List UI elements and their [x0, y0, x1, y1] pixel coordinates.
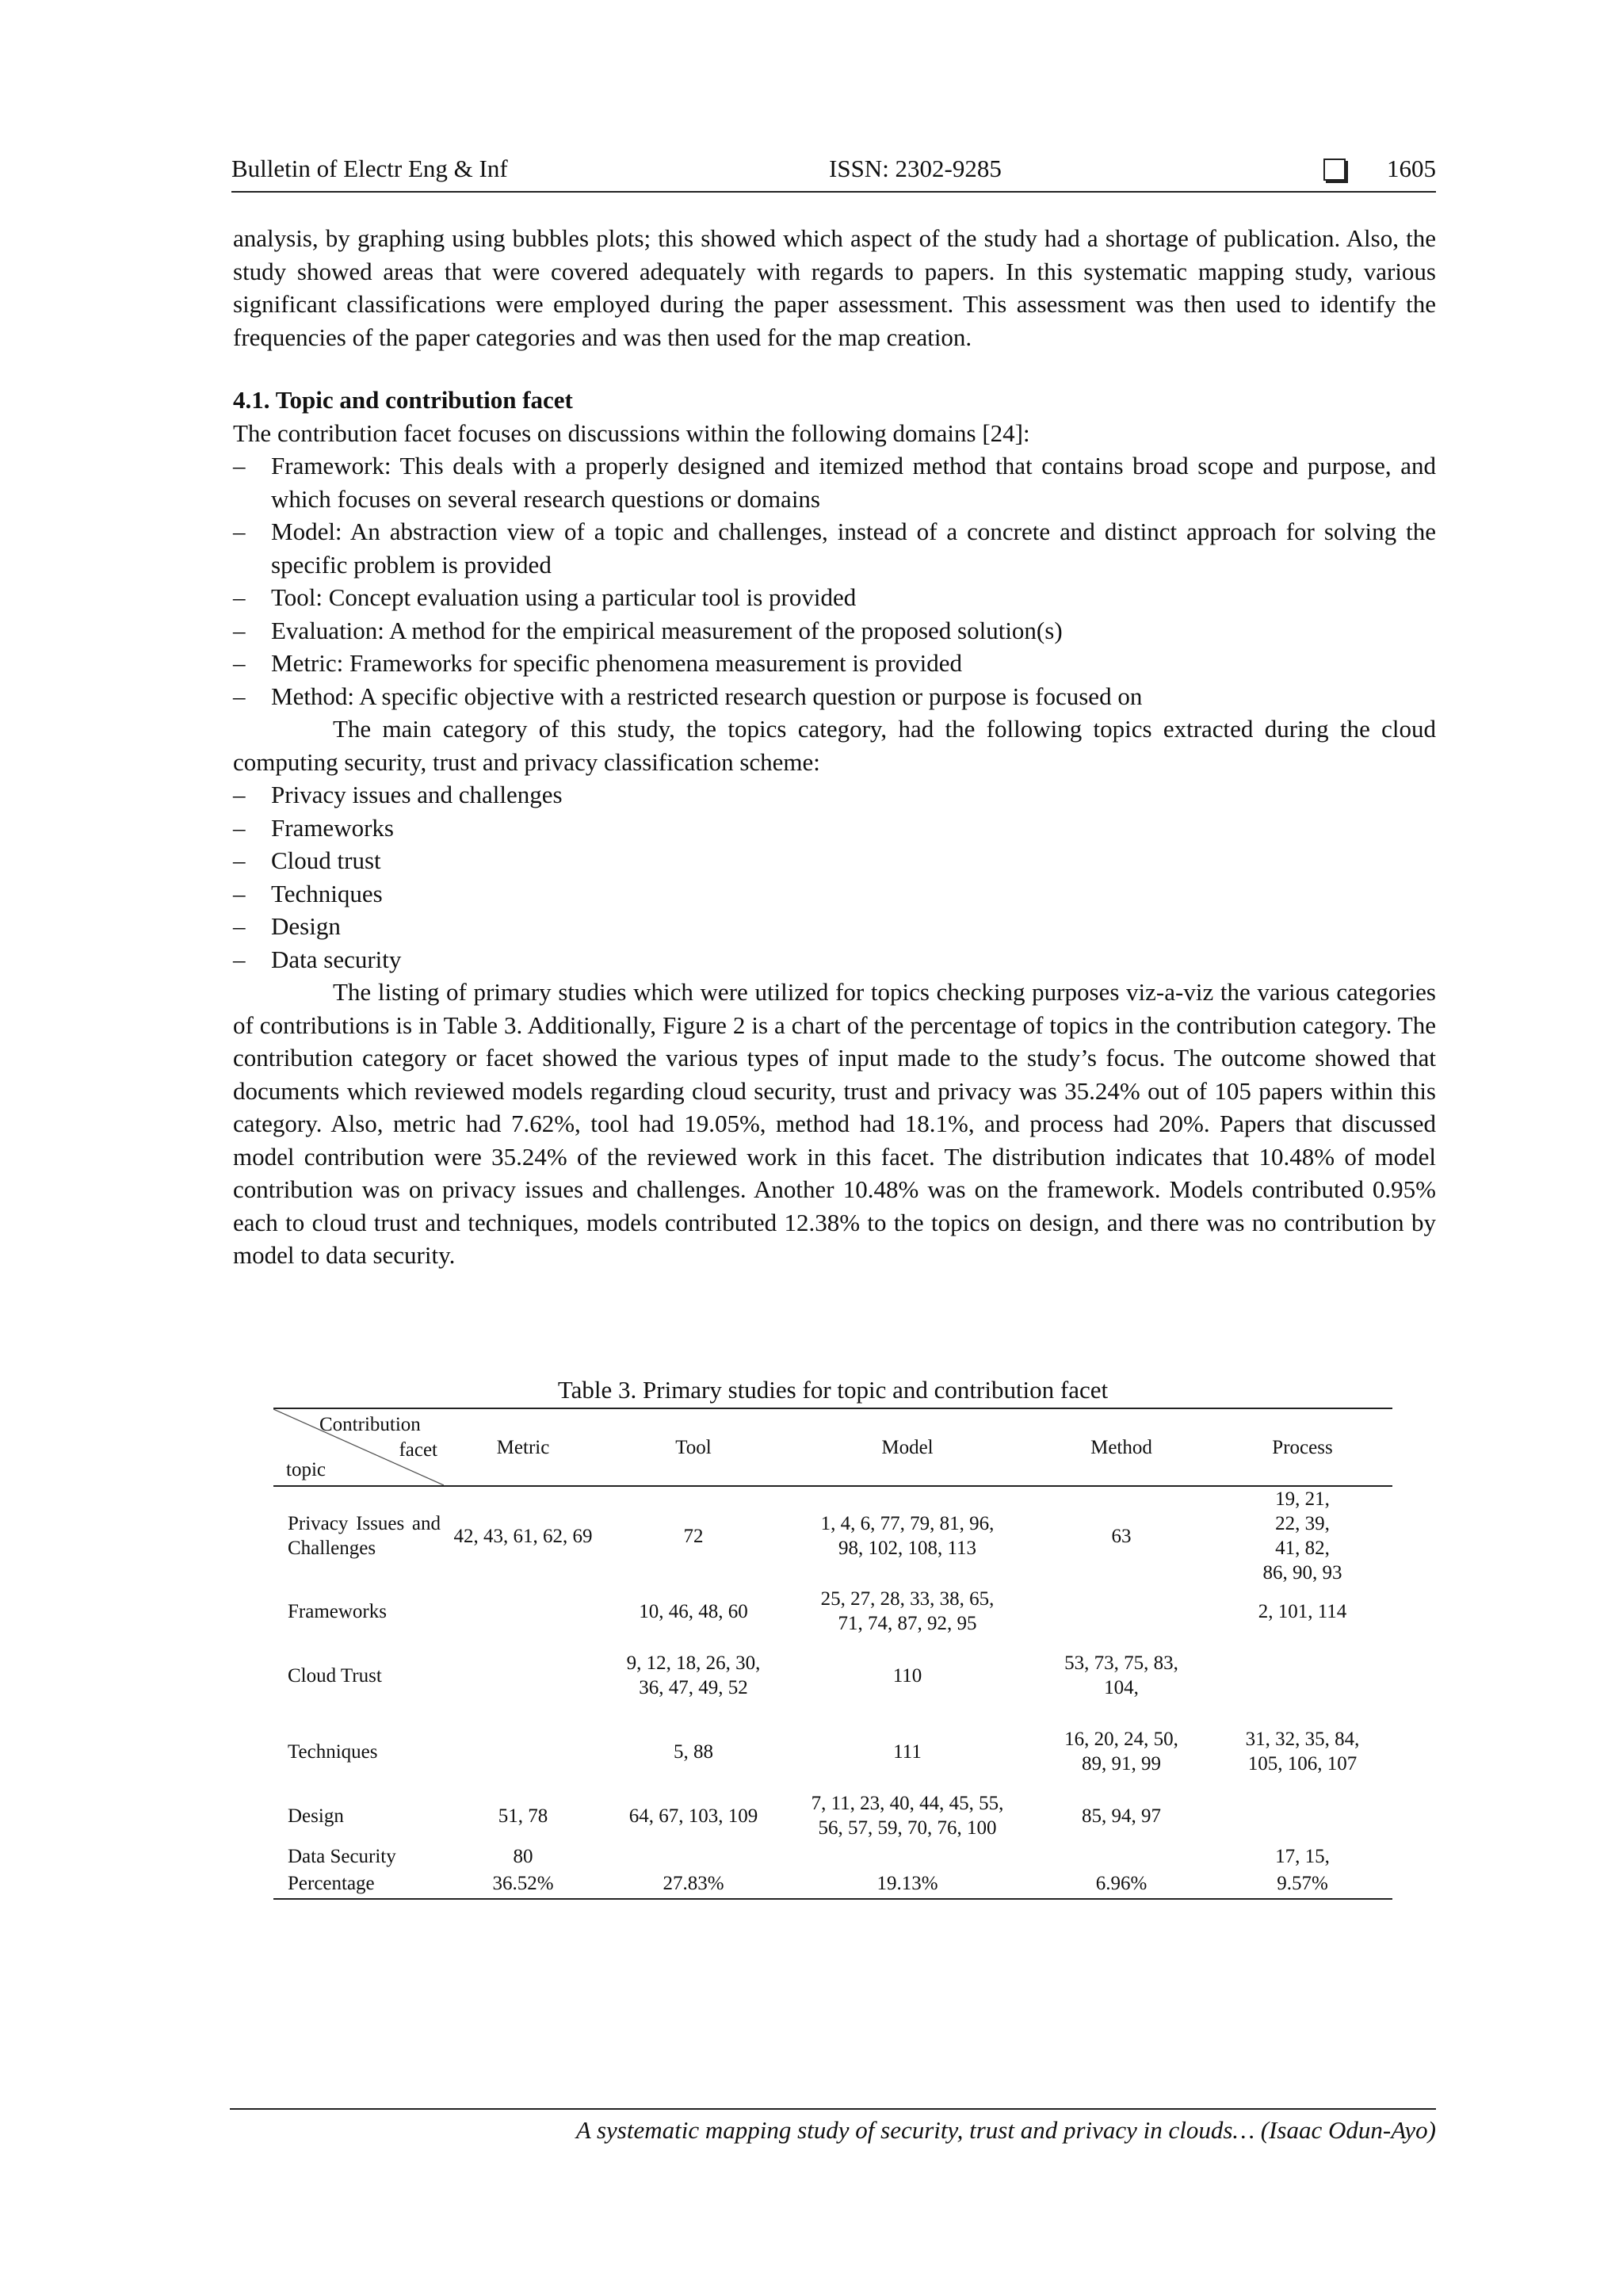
table-cell: 27.83%	[663, 1873, 724, 1894]
page-number: 1605	[1387, 155, 1436, 182]
table-cell: 42, 43, 61, 62, 69	[453, 1525, 593, 1547]
table-cell	[444, 1713, 602, 1790]
table-cell: 63	[1111, 1525, 1132, 1547]
table-3	[273, 1374, 1392, 1900]
list-item: – Frameworks	[233, 812, 1436, 845]
list-item: – Metric: Frameworks for specific phenomena measurement is provided	[233, 647, 1436, 680]
column-header-method: Method	[1030, 1408, 1212, 1486]
table-cell: 111	[893, 1740, 922, 1763]
corner-topic: topic	[286, 1459, 326, 1480]
table-cell: 80	[513, 1846, 533, 1867]
table-cell: 19, 21, 22, 39, 41, 82, 86, 90, 93	[1262, 1488, 1342, 1584]
table-cell: 19.13%	[876, 1873, 938, 1894]
table-cell: 36.52%	[492, 1873, 554, 1894]
table-cell: 5, 88	[674, 1740, 713, 1763]
running-header	[231, 155, 1436, 193]
table-cell	[602, 1842, 785, 1871]
table-caption: Table 3. Primary studies for topic and contribution facet	[557, 1376, 1109, 1404]
table-cell: 72	[683, 1525, 704, 1547]
list-item: – Method: A specific objective with a restricted research question or purpose is focused on	[233, 680, 1436, 713]
table-cell: 17, 15,	[1275, 1846, 1330, 1867]
corner-contribution: Contribution	[319, 1414, 421, 1435]
primary-studies-table	[273, 1408, 1392, 1900]
table-cell: 53, 73, 75, 83, 104,	[1064, 1652, 1178, 1698]
issn: ISSN: 2302-9285	[829, 155, 1002, 182]
row-topic: Techniques	[288, 1740, 378, 1763]
list-item: – Evaluation: A method for the empirical measurement of the proposed solution(s)	[233, 614, 1436, 648]
row-topic: Privacy Issues and Challenges	[288, 1513, 441, 1559]
table-row	[273, 1842, 1392, 1871]
article-body	[233, 222, 1436, 1272]
table-cell: 51, 78	[498, 1805, 548, 1827]
section-heading: 4.1. Topic and contribution facet	[233, 386, 573, 414]
listing-paragraph: The listing of primary studies which were utilized for topics checking purposes viz-a-viz the various categories of contributions is in Table 3. Additionally, Figure 2 is a chart of the percentage of topics in the contribution category. The contribution category or facet showed the various types of input made to the study’s focus. The outcome showed that documents which reviewed models regarding cloud security, trust and privacy was 35.24% out of 105 papers within this category. Also, metric had 7.62%, tool had 19.05%, method had 18.1%, and process had 20%. Papers that discussed model contribution were 35.24% of the reviewed work in this facet. The distribution indicates that 10.48% of model contribution was on privacy issues and challenges. Another 10.48% was on the framework. Models contributed 0.95% each to cloud trust and techniques, models contributed 12.38% to the topics on design, and there was no contribution by model to data security.	[233, 978, 1436, 1269]
intro-paragraph: analysis, by graphing using bubbles plots; this showed which aspect of the study had a shortage of publication. Also, the study showed areas that were covered adequately with regards to papers. In this systematic mapping study, various significant classifications were employed during the paper assessment. This assessment was then used to identify the frequencies of the paper categories and was then used for the map creation.	[233, 224, 1436, 351]
list-item: – Tool: Concept evaluation using a particular tool is provided	[233, 581, 1436, 614]
journal-name: Bulletin of Electr Eng & Inf	[231, 155, 508, 182]
table-cell: 9, 12, 18, 26, 30, 36, 47, 49, 52	[626, 1652, 761, 1698]
topic-list	[233, 778, 1436, 976]
row-topic: Frameworks	[288, 1600, 387, 1622]
table-cell: 9.57%	[1277, 1873, 1328, 1894]
table-cell	[1030, 1585, 1212, 1637]
table-corner-header	[273, 1408, 444, 1486]
table-cell	[444, 1637, 602, 1713]
row-topic: Data Security	[288, 1846, 396, 1867]
list-item: – Privacy issues and challenges	[233, 778, 1436, 812]
column-header-metric: Metric	[444, 1408, 602, 1486]
list-item: – Techniques	[233, 877, 1436, 911]
list-item: – Cloud trust	[233, 844, 1436, 877]
facet-intro: The contribution facet focuses on discussions within the following domains [24]:	[233, 418, 1030, 447]
table-cell: 7, 11, 23, 40, 44, 45, 55, 56, 57, 59, 70, 76, 100	[811, 1793, 1004, 1839]
list-item: – Model: An abstraction view of a topic and challenges, instead of a concrete and distinct approach for solving the specific problem is provided	[233, 515, 1436, 581]
list-item: – Data security	[233, 943, 1436, 976]
table-row	[273, 1871, 1392, 1899]
table-cell: 10, 46, 48, 60	[639, 1600, 748, 1622]
table-cell: 85, 94, 97	[1082, 1805, 1161, 1827]
table-cell	[785, 1842, 1030, 1871]
table-cell: 25, 27, 28, 33, 38, 65, 71, 74, 87, 92, 95	[820, 1588, 995, 1634]
list-item: – Design	[233, 910, 1436, 943]
column-header-model: Model	[785, 1408, 1030, 1486]
table-cell: 16, 20, 24, 50, 89, 91, 99	[1064, 1729, 1178, 1775]
table-cell: 2, 101, 114	[1258, 1600, 1347, 1622]
column-header-process: Process	[1212, 1408, 1392, 1486]
running-footer: A systematic mapping study of security, trust and privacy in clouds… (Isaac Odun-Ayo)	[230, 2108, 1436, 2145]
table-row	[273, 1790, 1392, 1842]
table-cell: 1, 4, 6, 77, 79, 81, 96, 98, 102, 108, 113	[820, 1513, 995, 1559]
table-row	[273, 1713, 1392, 1790]
facet-list	[233, 449, 1436, 712]
table-cell: 6.96%	[1095, 1873, 1148, 1894]
list-item: – Framework: This deals with a properly designed and itemized method that contains broad scope and purpose, and which focuses on several research questions or domains	[233, 449, 1436, 515]
corner-facet: facet	[399, 1439, 437, 1461]
table-row	[273, 1637, 1392, 1713]
row-topic: Cloud Trust	[288, 1664, 382, 1687]
table-cell: 64, 67, 103, 109	[628, 1805, 758, 1827]
row-topic: Design	[288, 1805, 344, 1827]
checkbox-square-icon	[1323, 159, 1346, 181]
row-topic: Percentage	[288, 1873, 375, 1894]
topics-paragraph: The main category of this study, the topics category, had the following topics extracted during the cloud computing security, trust and privacy classification scheme:	[233, 715, 1436, 776]
table-cell: 31, 32, 35, 84, 105, 106, 107	[1245, 1729, 1360, 1775]
table-cell	[444, 1585, 602, 1637]
column-header-tool: Tool	[602, 1408, 785, 1486]
table-row	[273, 1585, 1392, 1637]
table-cell: 110	[892, 1664, 922, 1687]
table-row	[273, 1486, 1392, 1585]
table-cell	[1212, 1790, 1392, 1842]
table-cell	[1030, 1842, 1212, 1871]
table-cell	[1212, 1637, 1392, 1713]
